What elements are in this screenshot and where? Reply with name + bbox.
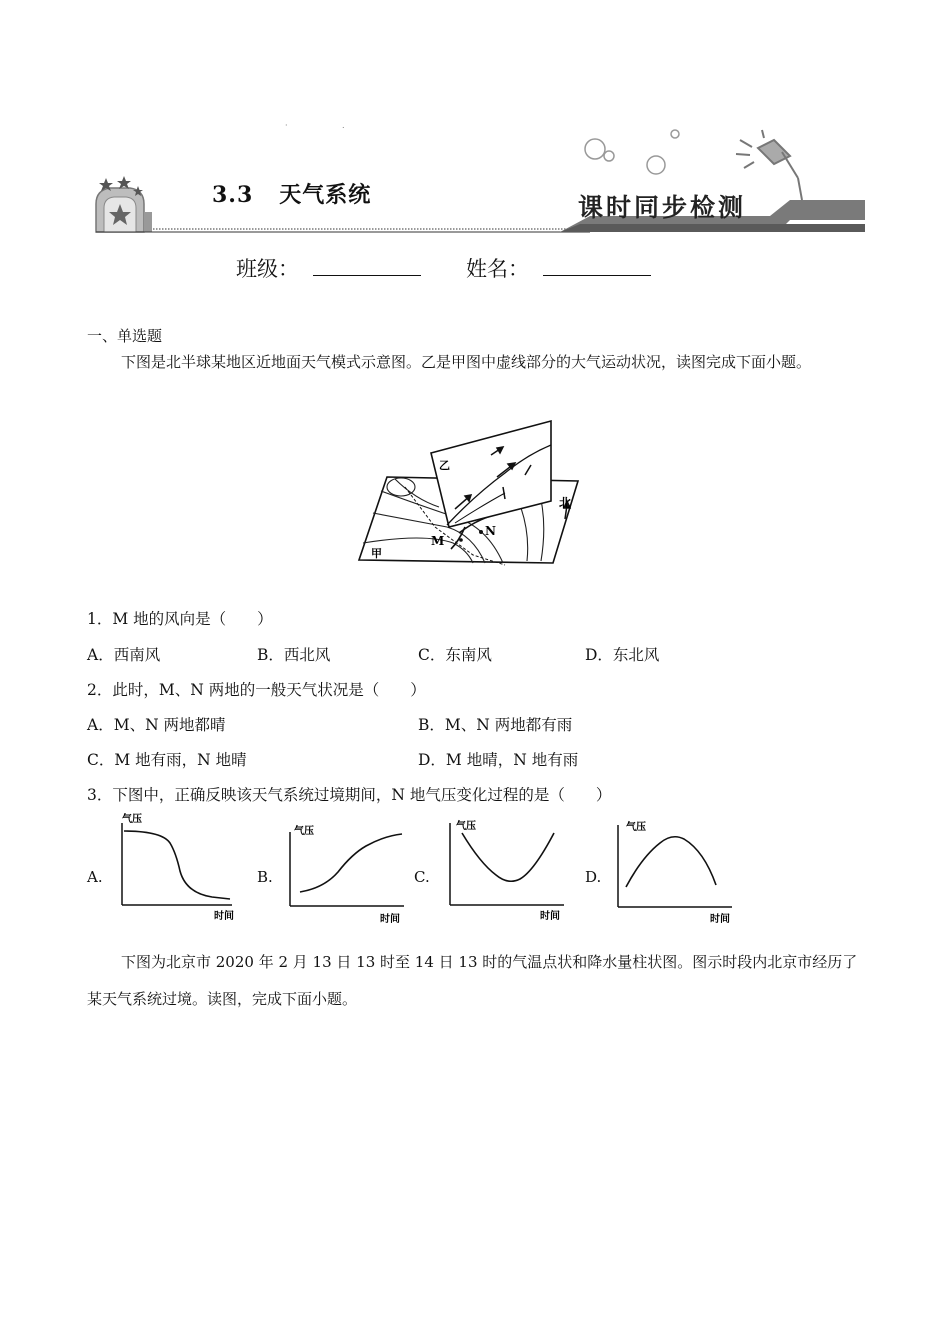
svg-text:·: · (285, 121, 288, 130)
q1-option-c[interactable]: C．东南风 (418, 646, 492, 664)
name-label: 姓名： (466, 257, 529, 281)
graph-b-x-label: 时间 (380, 914, 400, 925)
header-decoration (90, 120, 865, 240)
graph-c-y-label: 气压 (456, 821, 476, 832)
section-number: 3.3 (212, 182, 254, 208)
graph-d-x-label: 时间 (710, 914, 730, 925)
graph-b-y-label: 气压 (294, 826, 314, 837)
passage-2: 下图为北京市 2020 年 2 月 13 日 13 时至 14 日 13 时的气温点状和降水量柱状图。图示时段内北京市经历了某天气系统过境。读图，完成下面小题。 (87, 953, 858, 1008)
q2-option-c[interactable]: C．M 地有雨，N 地晴 (87, 751, 247, 769)
q2-option-a[interactable]: A．M、N 两地都晴 (87, 716, 226, 734)
section-heading: 一、单选题 (87, 327, 163, 345)
graph-c (440, 815, 575, 925)
label-jia: 甲 (371, 547, 382, 560)
q1-option-a[interactable]: A．西南风 (87, 646, 161, 664)
graph-a-x-label: 时间 (214, 911, 234, 922)
q1-option-d[interactable]: D．东北风 (585, 646, 660, 664)
star-badge-icon (96, 176, 152, 232)
label-n: N (485, 524, 496, 538)
q2-option-b[interactable]: B．M、N 两地都有雨 (418, 716, 573, 734)
q3-option-d[interactable]: D. (585, 868, 602, 886)
q3-option-c[interactable]: C. (414, 868, 430, 886)
graph-c-x-label: 时间 (540, 911, 560, 922)
badge-text: 课时同步检测 (578, 193, 747, 222)
page-title (212, 178, 371, 209)
q3-option-b[interactable]: B. (257, 868, 273, 886)
label-north: 北 (559, 496, 572, 510)
bubble-icon (585, 130, 679, 174)
label-yi: 乙 (439, 459, 450, 472)
graph-d-y-label: 气压 (626, 822, 646, 833)
graph-d (608, 815, 743, 927)
name-blank[interactable] (543, 259, 651, 276)
svg-text:.: . (342, 121, 345, 130)
graph-a (112, 813, 247, 925)
passage-1: 下图是北半球某地区近地面天气模式示意图。乙是甲图中虚线部分的大气运动状况，读图完成下面小题。 (121, 353, 812, 371)
q1-option-b[interactable]: B．西北风 (257, 646, 331, 664)
class-blank[interactable] (313, 259, 421, 276)
weather-model-figure (355, 415, 590, 570)
q2-stem: 2．此时，M、N 两地的一般天气状况是（ ） (87, 681, 426, 699)
section-title: 天气系统 (279, 182, 372, 208)
label-m: M (431, 534, 445, 548)
q2-option-d[interactable]: D．M 地晴，N 地有雨 (418, 751, 579, 769)
q3-option-a[interactable]: A. (87, 868, 103, 886)
class-label: 班级： (236, 257, 299, 281)
q3-stem: 3．下图中，正确反映该天气系统过境期间，N 地气压变化过程的是（ ） (87, 786, 612, 804)
q1-stem: 1．M 地的风向是（ ） (87, 610, 273, 628)
name-field (466, 253, 651, 283)
class-field (236, 253, 421, 283)
graph-a-y-label: 气压 (122, 814, 142, 825)
graph-b (280, 820, 415, 928)
